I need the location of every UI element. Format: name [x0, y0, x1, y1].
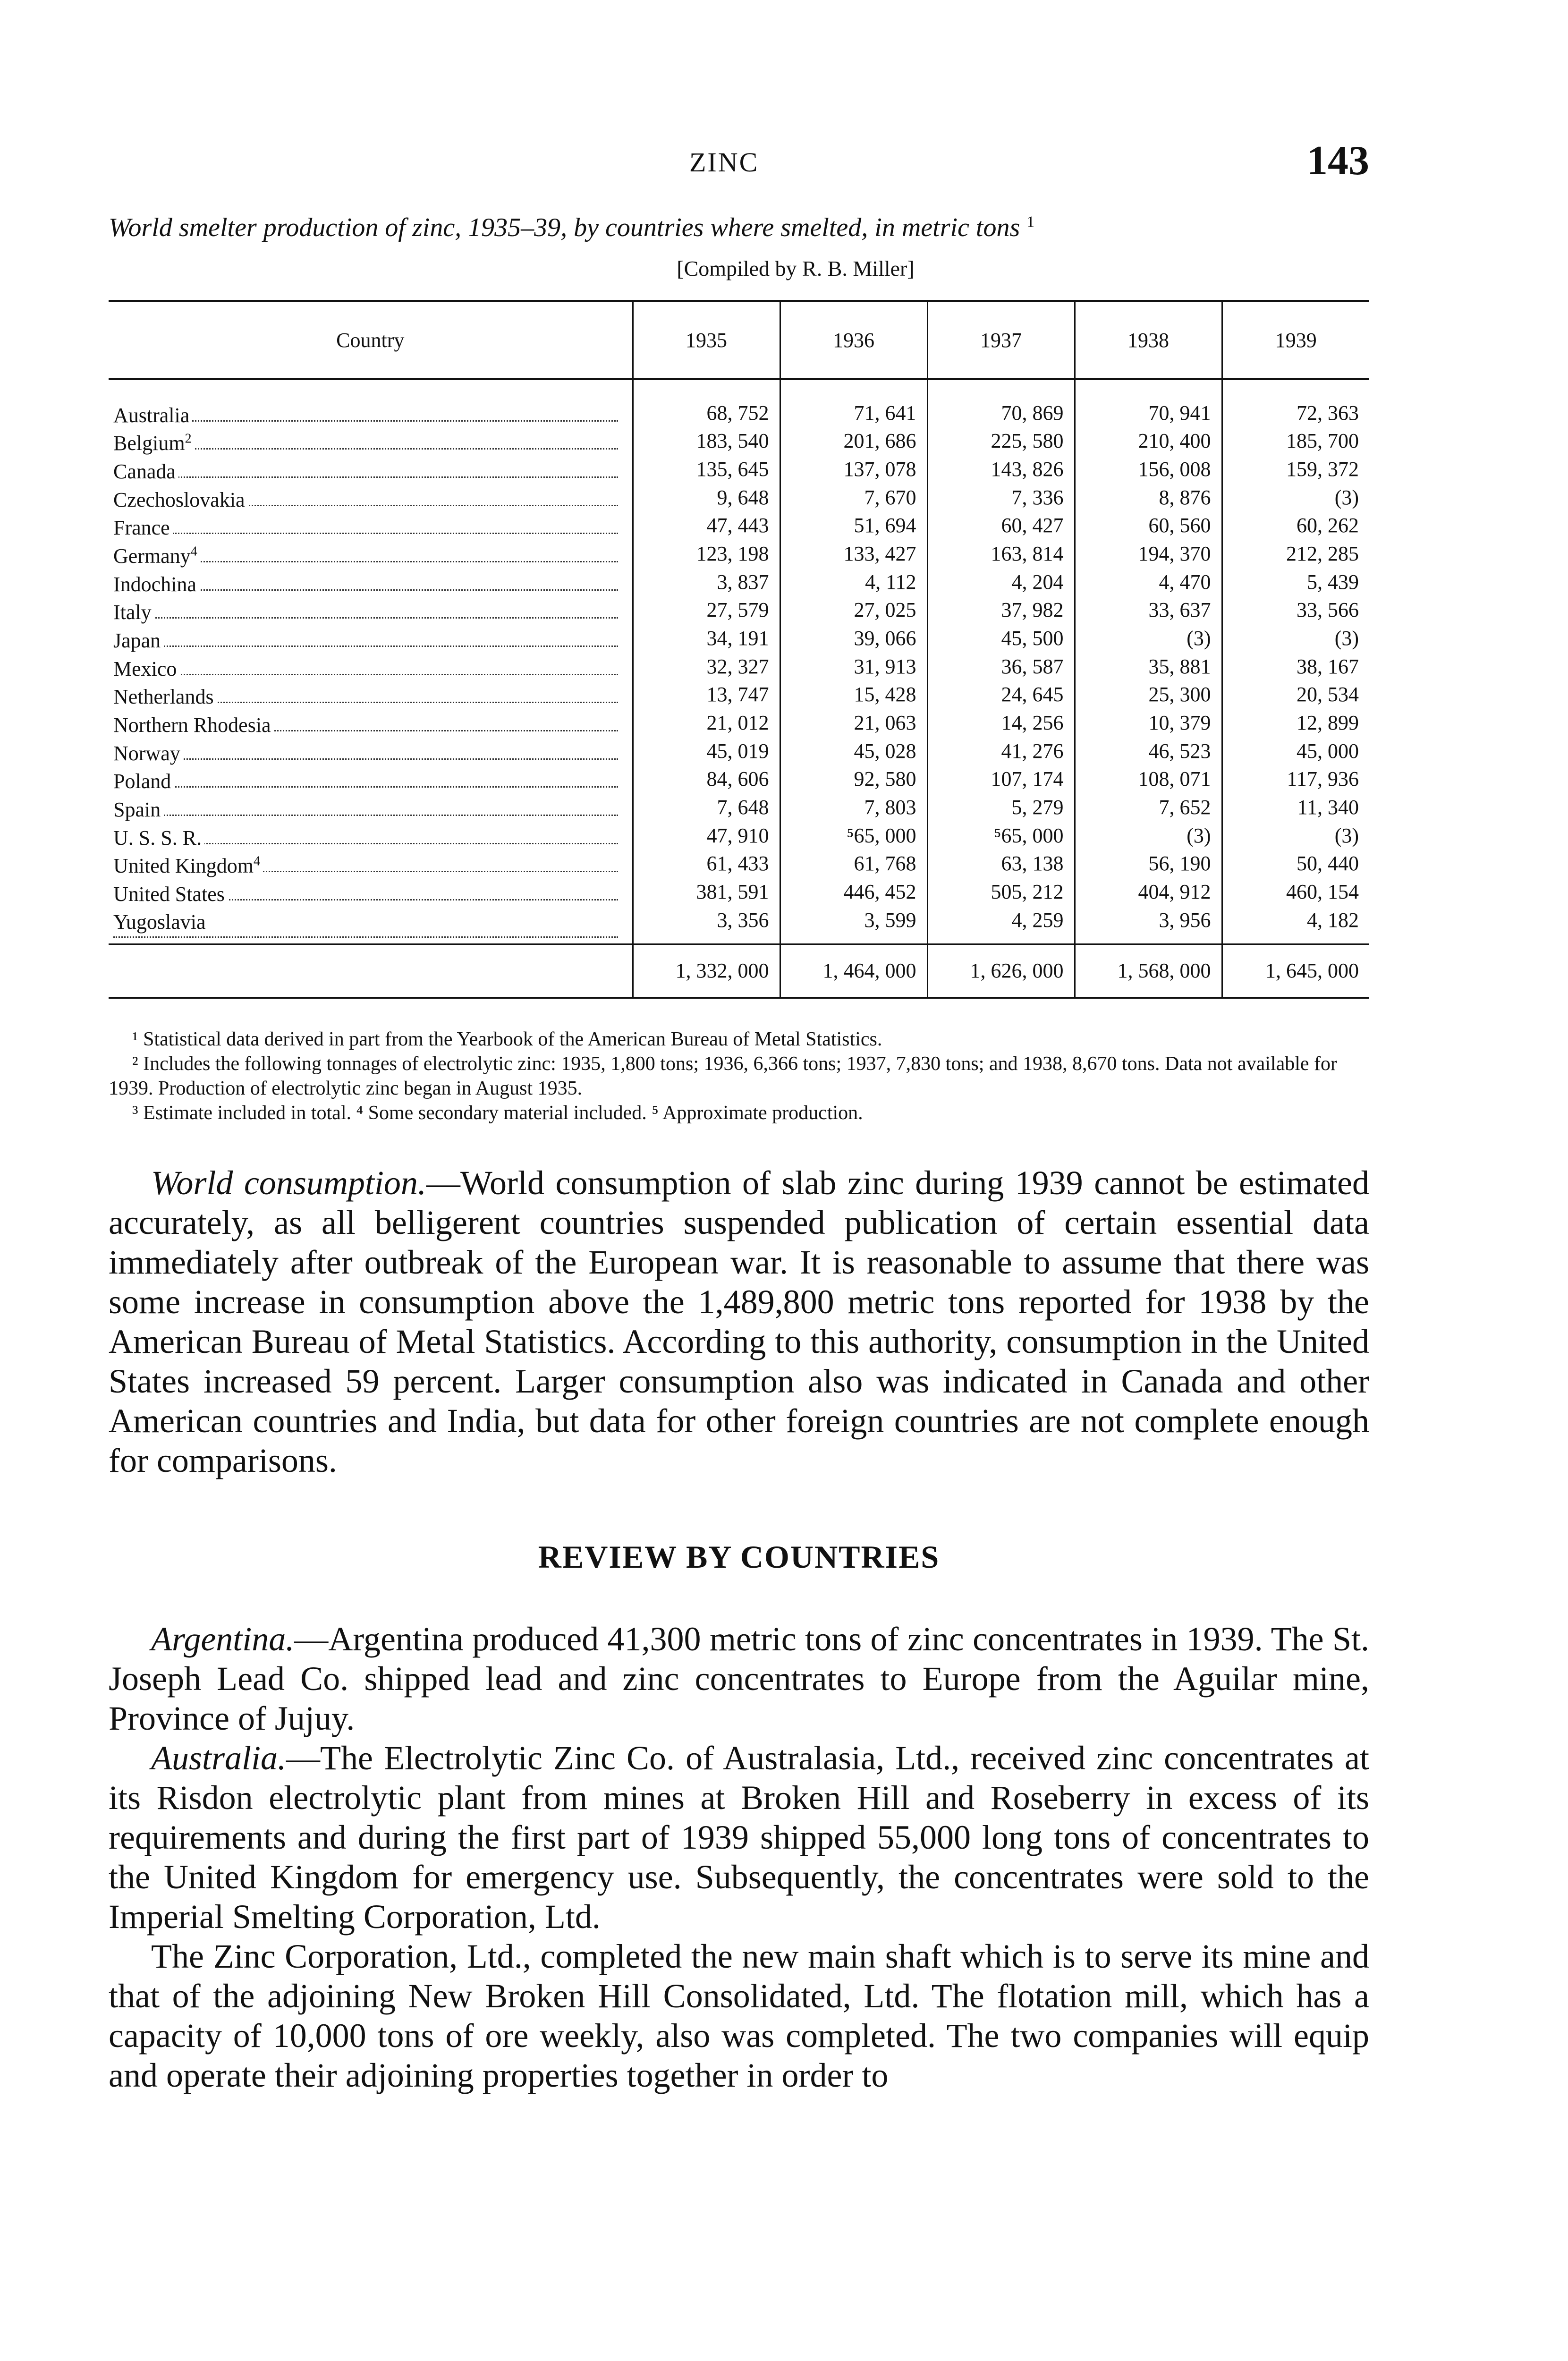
- value-cell: 45, 500: [927, 624, 1075, 653]
- value-cell: 36, 587: [927, 653, 1075, 681]
- value-cell: 32, 327: [633, 653, 780, 681]
- country-cell: [109, 653, 633, 681]
- table-header-row: [109, 301, 1369, 379]
- total-row: [109, 944, 1369, 998]
- value-cell: 505, 212: [927, 878, 1075, 906]
- value-cell: 3, 837: [633, 568, 780, 596]
- value-cell: 135, 645: [633, 455, 780, 484]
- paragraph-zinc-corporation: The Zinc Corporation, Ltd., completed the new main shaft which is to serve its mine and that of the adjoining New Broken Hill Consolidated, Ltd. The flotation mill, which has a capacity of 10,000 tons of ore weekly, also was completed. The two companies will equip and operate their adjoining properties together in order to: [109, 1937, 1369, 2095]
- value-cell: 159, 372: [1222, 455, 1369, 484]
- paragraph-lead: World consumption.: [151, 1164, 426, 1202]
- value-cell: 156, 008: [1075, 455, 1222, 484]
- country-name: Canada: [113, 460, 178, 483]
- value-cell: 51, 694: [780, 512, 927, 540]
- country-name: Australia: [113, 404, 192, 427]
- country-cell: [109, 681, 633, 709]
- col-header-1939: 1939: [1222, 301, 1369, 379]
- table-row: [109, 765, 1369, 794]
- value-cell: 212, 285: [1222, 540, 1369, 568]
- total-cell: 1, 464, 000: [780, 944, 927, 998]
- table-title-note: 1: [1026, 213, 1035, 231]
- value-cell: 7, 648: [633, 793, 780, 822]
- value-cell: 39, 066: [780, 624, 927, 653]
- country-cell: [109, 484, 633, 512]
- paragraph-australia: [109, 1738, 1369, 1936]
- paragraph-text: —The Electrolytic Zinc Co. of Australasia, Ltd., received zinc concentrates at its Risdon electrolytic plant from mines at Broken Hill and Roseberry in excess of its requirements and during the first part of 1939 shipped 55,000 long tons of concentrates to the United Kingdom for emergency use. Subsequently, the concentrates were sold to the Imperial Smelting Corporation, Ltd.: [109, 1739, 1369, 1936]
- value-cell: 71, 641: [780, 379, 927, 427]
- value-cell: 47, 910: [633, 822, 780, 850]
- value-cell: 225, 580: [927, 427, 1075, 456]
- table-row: [109, 737, 1369, 765]
- value-cell: 20, 534: [1222, 681, 1369, 709]
- value-cell: 3, 356: [633, 906, 780, 944]
- table-row: [109, 709, 1369, 737]
- table-row: [109, 681, 1369, 709]
- country-name: Indochina: [113, 573, 199, 596]
- running-title: ZINC: [689, 147, 759, 178]
- value-cell: 37, 982: [927, 596, 1075, 625]
- value-cell: 63, 138: [927, 850, 1075, 878]
- value-cell: 183, 540: [633, 427, 780, 456]
- value-cell: 4, 470: [1075, 568, 1222, 596]
- value-cell: 38, 167: [1222, 653, 1369, 681]
- paragraph-text: —World consumption of slab zinc during 1939 cannot be estimated accurately, as all belligerent countries suspended publication of certain essential data immediately after outbreak of the European war. It is reasonable to assume that there was some increase in consumption above the 1,489,800 metric tons reported for 1938 by the American Bureau of Metal Statistics. According to this authority, consumption in the United States increased 59 percent. Larger consumption also was indicated in Canada and other American countries and India, but data for other foreign countries are not complete enough for comparisons.: [109, 1164, 1370, 1480]
- value-cell: 7, 652: [1075, 793, 1222, 822]
- col-header-1935: 1935: [633, 301, 780, 379]
- value-cell: 7, 336: [927, 484, 1075, 512]
- production-table: [109, 300, 1369, 999]
- table-body: [109, 379, 1369, 998]
- value-cell: 446, 452: [780, 878, 927, 906]
- value-cell: 41, 276: [927, 737, 1075, 765]
- country-cell: [109, 709, 633, 737]
- value-cell: 45, 000: [1222, 737, 1369, 765]
- total-cell: 1, 332, 000: [633, 944, 780, 998]
- country-cell: [109, 850, 633, 878]
- country-cell: [109, 793, 633, 822]
- country-cell: [109, 568, 633, 596]
- country-cell: [109, 596, 633, 625]
- country-cell: [109, 822, 633, 850]
- page-number: 143: [1307, 138, 1369, 184]
- table-title-text: World smelter production of zinc, 1935–39, by countries where smelted, in metric tons: [109, 213, 1020, 242]
- value-cell: 13, 747: [633, 681, 780, 709]
- value-cell: 92, 580: [780, 765, 927, 794]
- value-cell: 185, 700: [1222, 427, 1369, 456]
- page: [109, 137, 1369, 2095]
- col-header-1937: 1937: [927, 301, 1075, 379]
- country-name: United States: [113, 883, 228, 906]
- value-cell: 50, 440: [1222, 850, 1369, 878]
- footnote: ¹ Statistical data derived in part from the Yearbook of the American Bureau of Metal Statistics.: [132, 1028, 882, 1051]
- value-cell: 70, 869: [927, 379, 1075, 427]
- value-cell: 163, 814: [927, 540, 1075, 568]
- country-name: United Kingdom$^4$: [113, 854, 263, 877]
- country-cell: [109, 427, 633, 456]
- value-cell: (3): [1075, 822, 1222, 850]
- country-cell: [109, 906, 633, 944]
- value-cell: 460, 154: [1222, 878, 1369, 906]
- table-row: [109, 653, 1369, 681]
- value-cell: 117, 936: [1222, 765, 1369, 794]
- table-row: [109, 850, 1369, 878]
- paragraph-text: —Argentina produced 41,300 metric tons of zinc concentrates in 1939. The St. Joseph Lead Co. shipped lead and zinc concentrates to Europe from the Aguilar mine, Province of Jujuy.: [109, 1620, 1369, 1738]
- country-name: Belgium$^2$: [113, 432, 195, 455]
- country-cell: [109, 765, 633, 794]
- value-cell: 21, 063: [780, 709, 927, 737]
- value-cell: 61, 433: [633, 850, 780, 878]
- value-cell: 7, 803: [780, 793, 927, 822]
- value-cell: 68, 752: [633, 379, 780, 427]
- table-row: [109, 596, 1369, 625]
- value-cell: 3, 599: [780, 906, 927, 944]
- country-cell: [109, 878, 633, 906]
- table-row: [109, 512, 1369, 540]
- value-cell: 56, 190: [1075, 850, 1222, 878]
- value-cell: 8, 876: [1075, 484, 1222, 512]
- table-row: [109, 568, 1369, 596]
- country-name: U. S. S. R.: [113, 826, 204, 849]
- value-cell: 4, 112: [780, 568, 927, 596]
- country-name: Italy: [113, 601, 154, 624]
- total-cell: 1, 568, 000: [1075, 944, 1222, 998]
- total-cell: 1, 645, 000: [1222, 944, 1369, 998]
- footnotes: [109, 1027, 1369, 1125]
- value-cell: 10, 379: [1075, 709, 1222, 737]
- section-heading: REVIEW BY COUNTRIES: [538, 1539, 940, 1575]
- value-cell: 60, 427: [927, 512, 1075, 540]
- value-cell: 24, 645: [927, 681, 1075, 709]
- country-name: Czechoslovakia: [113, 488, 248, 511]
- value-cell: 4, 259: [927, 906, 1075, 944]
- value-cell: 11, 340: [1222, 793, 1369, 822]
- country-name: Yugoslavia: [113, 910, 209, 934]
- table-row: [109, 793, 1369, 822]
- value-cell: 9, 648: [633, 484, 780, 512]
- table-row: [109, 906, 1369, 944]
- value-cell: 194, 370: [1075, 540, 1222, 568]
- paragraph-lead: Argentina.: [151, 1620, 295, 1658]
- value-cell: 123, 198: [633, 540, 780, 568]
- value-cell: 210, 400: [1075, 427, 1222, 456]
- value-cell: 133, 427: [780, 540, 927, 568]
- value-cell: 4, 204: [927, 568, 1075, 596]
- value-cell: 107, 174: [927, 765, 1075, 794]
- col-header-1936: 1936: [780, 301, 927, 379]
- country-cell: [109, 379, 633, 427]
- value-cell: ⁵65, 000: [927, 822, 1075, 850]
- value-cell: 33, 566: [1222, 596, 1369, 625]
- value-cell: 45, 028: [780, 737, 927, 765]
- country-name: Netherlands: [113, 685, 217, 708]
- value-cell: (3): [1222, 484, 1369, 512]
- value-cell: 46, 523: [1075, 737, 1222, 765]
- col-header-1938: 1938: [1075, 301, 1222, 379]
- country-name: Poland: [113, 770, 174, 793]
- table-title: [109, 212, 1369, 243]
- running-head: [109, 137, 1369, 189]
- value-cell: 60, 262: [1222, 512, 1369, 540]
- value-cell: 14, 256: [927, 709, 1075, 737]
- country-cell: [109, 624, 633, 653]
- value-cell: 137, 078: [780, 455, 927, 484]
- paragraph-world-consumption: [109, 1163, 1369, 1480]
- value-cell: (3): [1075, 624, 1222, 653]
- country-name: Spain: [113, 798, 163, 821]
- value-cell: 72, 363: [1222, 379, 1369, 427]
- footnote: ² Includes the following tonnages of electrolytic zinc: 1935, 1,800 tons; 1936, 6,366 tons; 1937, 7,830 tons; and 1938, 8,670 tons. Data not available for 1939. Production of electrolytic zinc began in August 1935.: [109, 1053, 1338, 1100]
- table-row: [109, 822, 1369, 850]
- table-row: [109, 455, 1369, 484]
- compiled-by: [Compiled by R. B. Miller]: [677, 256, 915, 280]
- table-row: [109, 540, 1369, 568]
- value-cell: 381, 591: [633, 878, 780, 906]
- value-cell: 70, 941: [1075, 379, 1222, 427]
- table-row: [109, 379, 1369, 427]
- country-cell: [109, 455, 633, 484]
- table-row: [109, 878, 1369, 906]
- value-cell: 27, 579: [633, 596, 780, 625]
- country-name: France: [113, 516, 173, 539]
- value-cell: 7, 670: [780, 484, 927, 512]
- value-cell: 143, 826: [927, 455, 1075, 484]
- country-name: Japan: [113, 629, 163, 652]
- paragraph-argentina: [109, 1619, 1369, 1738]
- value-cell: 25, 300: [1075, 681, 1222, 709]
- value-cell: 61, 768: [780, 850, 927, 878]
- value-cell: 3, 956: [1075, 906, 1222, 944]
- country-cell: [109, 540, 633, 568]
- total-cell: 1, 626, 000: [927, 944, 1075, 998]
- value-cell: 108, 071: [1075, 765, 1222, 794]
- country-name: Northern Rhodesia: [113, 713, 274, 737]
- value-cell: 31, 913: [780, 653, 927, 681]
- table-row: [109, 624, 1369, 653]
- country-name: Norway: [113, 742, 183, 765]
- value-cell: 27, 025: [780, 596, 927, 625]
- value-cell: 60, 560: [1075, 512, 1222, 540]
- value-cell: 45, 019: [633, 737, 780, 765]
- country-cell: [109, 512, 633, 540]
- value-cell: (3): [1222, 822, 1369, 850]
- country-name: Germany$^4$: [113, 544, 200, 568]
- value-cell: 5, 439: [1222, 568, 1369, 596]
- value-cell: ⁵65, 000: [780, 822, 927, 850]
- value-cell: 4, 182: [1222, 906, 1369, 944]
- table-row: [109, 427, 1369, 456]
- value-cell: 5, 279: [927, 793, 1075, 822]
- country-name: Mexico: [113, 657, 179, 680]
- value-cell: (3): [1222, 624, 1369, 653]
- value-cell: 21, 012: [633, 709, 780, 737]
- value-cell: 12, 899: [1222, 709, 1369, 737]
- value-cell: 404, 912: [1075, 878, 1222, 906]
- paragraph-lead: Australia.: [151, 1739, 287, 1777]
- body-text: [109, 1163, 1369, 2095]
- value-cell: 15, 428: [780, 681, 927, 709]
- footnote: ³ Estimate included in total. ⁴ Some secondary material included. ⁵ Approximate production.: [132, 1102, 863, 1124]
- value-cell: 84, 606: [633, 765, 780, 794]
- table-row: [109, 484, 1369, 512]
- country-cell: [109, 737, 633, 765]
- value-cell: 35, 881: [1075, 653, 1222, 681]
- value-cell: 34, 191: [633, 624, 780, 653]
- total-label-cell: [109, 944, 633, 998]
- value-cell: 47, 443: [633, 512, 780, 540]
- value-cell: 201, 686: [780, 427, 927, 456]
- col-header-country: Country: [109, 301, 633, 379]
- value-cell: 33, 637: [1075, 596, 1222, 625]
